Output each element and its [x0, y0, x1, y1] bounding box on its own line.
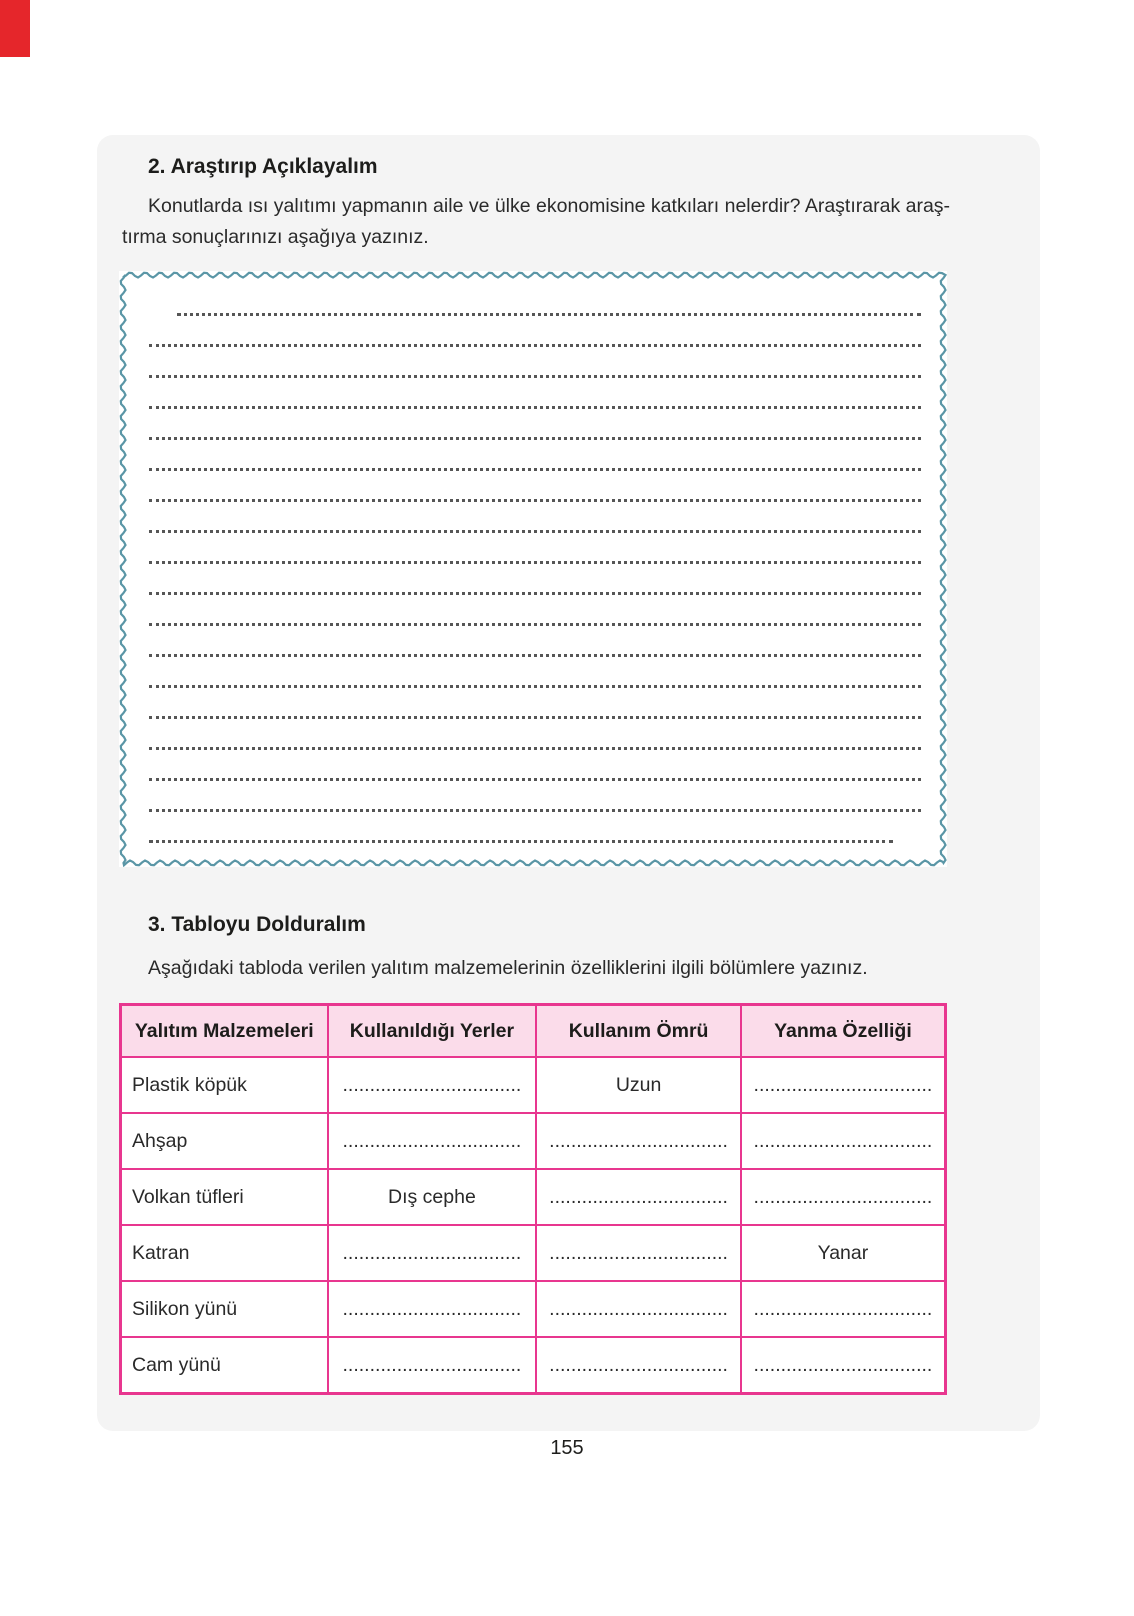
answer-line	[149, 626, 921, 657]
table-cell: Volkan tüfleri	[121, 1169, 328, 1225]
table-cell: .................................	[536, 1281, 741, 1337]
table-row	[121, 1281, 946, 1337]
table-header-cell: Yanma Özelliği	[741, 1005, 946, 1058]
table-cell: Cam yünü	[121, 1337, 328, 1394]
table-cell: .................................	[536, 1337, 741, 1394]
materials-table	[119, 1003, 947, 1395]
answer-line	[149, 750, 921, 781]
table-cell: .................................	[741, 1281, 946, 1337]
table-cell: .................................	[328, 1225, 537, 1281]
answer-line	[177, 285, 921, 316]
table-cell: Plastik köpük	[121, 1057, 328, 1113]
table-cell: Silikon yünü	[121, 1281, 328, 1337]
answer-line	[149, 471, 921, 502]
table-cell: Uzun	[536, 1057, 741, 1113]
table-cell: Yanar	[741, 1225, 946, 1281]
answer-line	[149, 657, 921, 688]
table-row	[121, 1057, 946, 1113]
page-corner-red-tab	[0, 0, 30, 57]
answer-line	[149, 378, 921, 409]
answer-line	[149, 781, 921, 812]
table-cell: .................................	[328, 1113, 537, 1169]
answer-line	[149, 595, 921, 626]
table-cell: Katran	[121, 1225, 328, 1281]
materials-table-wrap	[119, 1003, 947, 1395]
table-cell: Dış cephe	[328, 1169, 537, 1225]
materials-table-header-row	[121, 1005, 946, 1058]
table-cell: .................................	[536, 1169, 741, 1225]
table-header-cell: Kullanıldığı Yerler	[328, 1005, 537, 1058]
table-header-cell: Yalıtım Malzemeleri	[121, 1005, 328, 1058]
answer-line	[149, 409, 921, 440]
table-cell: .................................	[536, 1113, 741, 1169]
answer-line	[149, 316, 921, 347]
answer-lines	[149, 285, 921, 843]
section2-paragraph	[122, 191, 984, 253]
section3-title: 3. Tabloyu Dolduralım	[148, 913, 366, 936]
answer-line	[149, 564, 921, 595]
table-row	[121, 1337, 946, 1394]
table-cell: .................................	[328, 1057, 537, 1113]
answer-line	[149, 812, 893, 843]
section2-paragraph-line2: tırma sonuçlarınızı aşağıya yazınız.	[122, 226, 429, 248]
section2-paragraph-line1: Konutlarda ısı yalıtımı yapmanın aile ve ülke ekonomisine katkıları nelerdir? Araştırarak araş-	[148, 195, 951, 217]
answer-line	[149, 533, 921, 564]
table-header-cell: Kullanım Ömrü	[536, 1005, 741, 1058]
answer-line	[149, 719, 921, 750]
section3-paragraph	[122, 953, 984, 984]
answer-line	[149, 347, 921, 378]
answer-line	[149, 440, 921, 471]
table-cell: .................................	[741, 1169, 946, 1225]
table-row	[121, 1225, 946, 1281]
table-cell: .................................	[741, 1337, 946, 1394]
materials-table-body	[121, 1057, 946, 1394]
table-row	[121, 1113, 946, 1169]
table-cell: .................................	[741, 1057, 946, 1113]
table-cell: .................................	[328, 1337, 537, 1394]
page-number: 155	[550, 1437, 584, 1459]
table-row	[121, 1169, 946, 1225]
table-cell: .................................	[741, 1113, 946, 1169]
section2-title: 2. Araştırıp Açıklayalım	[148, 155, 378, 178]
answer-box	[119, 271, 947, 867]
answer-line	[149, 688, 921, 719]
table-cell: .................................	[536, 1225, 741, 1281]
table-cell: Ahşap	[121, 1113, 328, 1169]
section3-paragraph-line: Aşağıdaki tabloda verilen yalıtım malzemelerinin özelliklerini ilgili bölümlere yazınız.	[148, 957, 868, 979]
table-cell: .................................	[328, 1281, 537, 1337]
answer-line	[149, 502, 921, 533]
content-card	[97, 135, 1040, 1431]
